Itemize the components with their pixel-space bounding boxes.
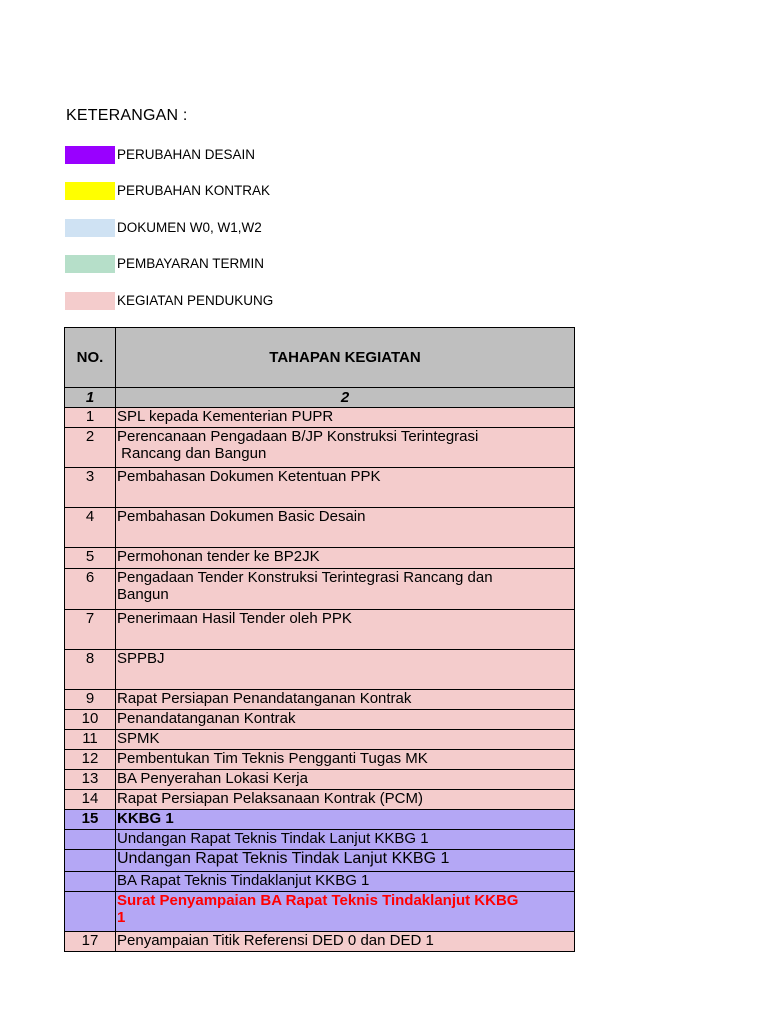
activity-table xyxy=(64,327,575,952)
table-row xyxy=(65,610,575,650)
row-activity: Penandatanganan Kontrak xyxy=(116,710,575,730)
row-no xyxy=(65,850,116,872)
row-activity-line2: 1 xyxy=(117,909,126,926)
legend-swatch xyxy=(65,292,115,310)
row-no: 9 xyxy=(65,690,116,710)
legend-label: PERUBAHAN DESAIN xyxy=(117,147,256,162)
row-no: 13 xyxy=(65,770,116,790)
row-no xyxy=(65,872,116,892)
row-no: 11 xyxy=(65,730,116,750)
row-activity-line1: Perencanaan Pengadaan B/JP Konstruksi Terintegrasi xyxy=(117,428,479,445)
row-no: 6 xyxy=(65,569,116,610)
row-no: 14 xyxy=(65,790,116,810)
table-row xyxy=(65,548,575,569)
row-activity-line2: Bangun xyxy=(117,586,169,603)
row-no: 4 xyxy=(65,508,116,548)
row-activity: Permohonan tender ke BP2JK xyxy=(116,548,575,569)
header-activity: TAHAPAN KEGIATAN xyxy=(116,328,575,388)
legend-swatch xyxy=(65,182,115,200)
table-row xyxy=(65,508,575,548)
column-number-activity: 2 xyxy=(116,388,575,408)
row-no: 3 xyxy=(65,468,116,508)
column-number-no: 1 xyxy=(65,388,116,408)
table-row xyxy=(65,790,575,810)
legend-swatch xyxy=(65,146,115,164)
row-activity: SPMK xyxy=(116,730,575,750)
table-row xyxy=(65,730,575,750)
table-row xyxy=(65,690,575,710)
row-activity: Undangan Rapat Teknis Tindak Lanjut KKBG 1 xyxy=(116,830,575,850)
row-no: 5 xyxy=(65,548,116,569)
table-row xyxy=(65,872,575,892)
row-no: 10 xyxy=(65,710,116,730)
table-row xyxy=(65,770,575,790)
table-row xyxy=(65,428,575,468)
row-activity: Penerimaan Hasil Tender oleh PPK xyxy=(116,610,575,650)
row-activity xyxy=(116,428,575,468)
row-activity xyxy=(116,892,575,932)
row-activity: Pembahasan Dokumen Ketentuan PPK xyxy=(116,468,575,508)
table-row xyxy=(65,750,575,770)
row-activity: SPPBJ xyxy=(116,650,575,690)
row-activity xyxy=(116,569,575,610)
table-row xyxy=(65,650,575,690)
row-activity: SPL kepada Kementerian PUPR xyxy=(116,408,575,428)
row-activity: KKBG 1 xyxy=(116,810,575,830)
row-no xyxy=(65,892,116,932)
legend-label: KEGIATAN PENDUKUNG xyxy=(117,293,274,308)
row-activity-line1: Surat Penyampaian BA Rapat Teknis Tindaklanjut KKBG xyxy=(117,892,519,909)
legend-label: PERUBAHAN KONTRAK xyxy=(117,183,271,198)
legend-swatch xyxy=(65,219,115,237)
row-activity: Pembahasan Dokumen Basic Desain xyxy=(116,508,575,548)
row-activity: BA Rapat Teknis Tindaklanjut KKBG 1 xyxy=(116,872,575,892)
table-row xyxy=(65,468,575,508)
table-row xyxy=(65,830,575,850)
table-header-row xyxy=(65,328,575,388)
row-activity: Undangan Rapat Teknis Tindak Lanjut KKBG 1 xyxy=(116,850,575,872)
table-row xyxy=(65,810,575,830)
row-no: 7 xyxy=(65,610,116,650)
row-no: 2 xyxy=(65,428,116,468)
column-number-row xyxy=(65,388,575,408)
row-activity: Pembentukan Tim Teknis Pengganti Tugas MK xyxy=(116,750,575,770)
row-no: 17 xyxy=(65,932,116,952)
table-row xyxy=(65,850,575,872)
row-activity-line1: Pengadaan Tender Konstruksi Terintegrasi Rancang dan xyxy=(117,569,493,586)
table-row xyxy=(65,408,575,428)
legend-title: KETERANGAN : xyxy=(66,107,188,124)
table-row xyxy=(65,710,575,730)
row-activity: Rapat Persiapan Penandatanganan Kontrak xyxy=(116,690,575,710)
row-no: 15 xyxy=(65,810,116,830)
row-no: 1 xyxy=(65,408,116,428)
legend-label: DOKUMEN W0, W1,W2 xyxy=(117,220,262,235)
table-row xyxy=(65,932,575,952)
row-activity: Rapat Persiapan Pelaksanaan Kontrak (PCM) xyxy=(116,790,575,810)
row-no: 12 xyxy=(65,750,116,770)
row-activity: Penyampaian Titik Referensi DED 0 dan DED 1 xyxy=(116,932,575,952)
table-row xyxy=(65,892,575,932)
header-no: NO. xyxy=(65,328,116,388)
table-row xyxy=(65,569,575,610)
row-activity-line2: Rancang dan Bangun xyxy=(117,445,267,462)
legend-swatch xyxy=(65,255,115,273)
legend-label: PEMBAYARAN TERMIN xyxy=(117,256,265,271)
row-no xyxy=(65,830,116,850)
row-no: 8 xyxy=(65,650,116,690)
row-activity: BA Penyerahan Lokasi Kerja xyxy=(116,770,575,790)
